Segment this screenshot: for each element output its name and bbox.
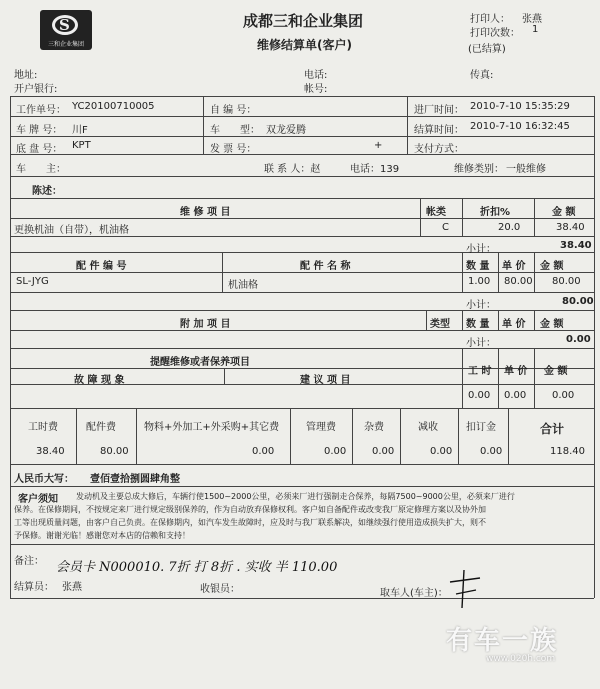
total-deposit-label: 扣订金 xyxy=(466,422,496,433)
settle-time-label: 结算时间： xyxy=(414,125,464,136)
pickup-signature-icon xyxy=(446,568,486,614)
parts-row-price: 80.00 xyxy=(504,276,533,287)
parts-header-amount: 金 额 xyxy=(540,261,564,272)
total-misc-label: 物料+外加工+外采购+其它费 xyxy=(144,422,280,433)
total-parts: 80.00 xyxy=(100,446,129,457)
parts-subtotal: 80.00 xyxy=(562,296,594,307)
notice-line-4: 予保修。谢谢光临！感谢您对本店的信赖和支持！ xyxy=(14,531,190,540)
watermark-brand: 有车一族 xyxy=(446,626,559,656)
capital-value: 壹佰壹拾捌圆肆角整 xyxy=(90,474,180,485)
repair-type-value: 一般维修 xyxy=(506,164,546,175)
extra-header-amount: 金 额 xyxy=(540,319,564,330)
total-other-label: 杂费 xyxy=(364,422,384,433)
repair-row-item: 更换机油（自带），机油格 xyxy=(14,225,129,236)
reminder-suggestion: 建 议 项 目 xyxy=(300,375,351,386)
parts-row-code: SL-JYG xyxy=(16,276,49,287)
watermark-url: www.020h.com xyxy=(486,654,556,664)
model-value: 双龙爱腾 xyxy=(266,125,306,136)
parts-header-qty: 数 量 xyxy=(466,261,490,272)
notice-line-2: 保养。在保修期间，不按规定来厂进行规定级别保养的，作为自动放弃保修权利。客户如自备配件或改变我厂原定修理方案以及协外加 xyxy=(14,505,486,514)
print-count-label: 打印次数： xyxy=(470,28,520,39)
payment-label: 支付方式： xyxy=(414,144,464,155)
parts-row-name: 机油格 xyxy=(228,280,258,291)
entry-time-label: 进厂时间： xyxy=(414,105,464,116)
company-title: 成都三和企业集团 xyxy=(243,12,364,30)
extra-header-price: 单 价 xyxy=(502,319,526,330)
bank-label: 开户银行: xyxy=(14,84,58,95)
plate-value: 川F xyxy=(72,125,88,136)
repair-header-amount: 金 额 xyxy=(552,207,576,218)
notice-line-1: 发动机及主要总成大修后，车辆行使1500~2000公里，必须来厂进行强制走合保养，每隔7500~9000公里，必须来厂进行 xyxy=(76,492,515,501)
total-mgmt: 0.00 xyxy=(324,446,347,457)
printer-value: 张燕 xyxy=(522,14,542,25)
total-other: 0.00 xyxy=(372,446,395,457)
total-labor-label: 工时费 xyxy=(28,422,58,433)
total-sum: 118.40 xyxy=(550,446,585,457)
total-sum-label: 合计 xyxy=(540,422,565,436)
remarks-label: 备注： xyxy=(14,556,44,567)
reminder-hours: 工 时 xyxy=(468,366,492,377)
contact-label: 联 系 人：赵 xyxy=(264,164,321,175)
extra-subtotal: 0.00 xyxy=(566,334,591,345)
repair-header-discount: 折扣% xyxy=(480,207,511,218)
total-parts-label: 配件费 xyxy=(86,422,116,433)
parts-row-amount: 80.00 xyxy=(552,276,581,287)
reminder-amount: 金 额 xyxy=(544,366,568,377)
parts-header-code: 配 件 编 号 xyxy=(76,261,127,272)
logo-s-icon: S xyxy=(59,16,70,34)
cashier-label: 结算员： xyxy=(14,582,54,593)
entry-time-value: 2010-7-10 15:35:29 xyxy=(470,101,570,112)
account-label: 帐号: xyxy=(304,84,328,95)
statement-label: 陈述： xyxy=(32,186,62,197)
phone-label: 电话: xyxy=(304,70,328,81)
pickup-label: 取车人(车主)： xyxy=(380,588,448,599)
repair-row-discount: 20.0 xyxy=(498,222,521,233)
phone2-label: 电话：139 xyxy=(350,164,400,175)
remarks-handwriting: 会员卡 N000010. 7折 打 8折 . 实收 半 110.00 xyxy=(56,560,338,575)
invoice-label: 发 票 号： xyxy=(210,144,257,155)
total-misc: 0.00 xyxy=(252,446,275,457)
reminder-hours-value: 0.00 xyxy=(468,390,491,401)
model-label: 车 型： xyxy=(210,125,260,136)
extra-header-item: 附 加 项 目 xyxy=(180,319,231,330)
work-no-value: YC20100710005 xyxy=(72,101,155,112)
notice-line-3: 工等出现质量问题，由客户自己负责。在保修期内，如汽车发生故障时，应及时与我厂联系解决，如继续强行使用造成损失扩大，则不 xyxy=(14,518,486,527)
logo-caption: 三和企业集团 xyxy=(47,41,84,48)
extra-subtotal-label: 小计： xyxy=(466,338,496,349)
total-mgmt-label: 管理费 xyxy=(306,422,336,433)
reminder-price-value: 0.00 xyxy=(504,390,527,401)
parts-subtotal-label: 小计： xyxy=(466,300,496,311)
chassis-label: 底 盘 号： xyxy=(16,144,63,155)
owner-label: 车 主： xyxy=(16,164,66,175)
repair-header-item: 维 修 项 目 xyxy=(180,207,231,218)
repair-header-category: 帐类 xyxy=(426,207,446,218)
repair-subtotal-label: 小计： xyxy=(466,244,496,255)
total-labor: 38.40 xyxy=(36,446,65,457)
capital-label: 人民币大写： xyxy=(14,474,74,485)
extra-header-type: 类型 xyxy=(430,319,450,330)
total-discount-label: 减收 xyxy=(418,422,438,433)
total-discount: 0.00 xyxy=(430,446,453,457)
work-no-label: 工作单号： xyxy=(16,105,66,116)
company-logo xyxy=(40,10,92,50)
self-no-label: 自 编 号： xyxy=(210,105,257,116)
document-subtitle: 维修结算单(客户) xyxy=(257,38,352,52)
parts-row-qty: 1.00 xyxy=(468,276,491,287)
receiver-label: 收银员： xyxy=(200,584,240,595)
chassis-value: KPT xyxy=(72,140,91,151)
reminder-amount-value: 0.00 xyxy=(552,390,575,401)
settle-time-value: 2010-7-10 16:32:45 xyxy=(470,121,570,132)
repair-type-label: 维修类别： xyxy=(454,164,504,175)
printer-label: 打印人： xyxy=(470,14,510,25)
reminder-price: 单 价 xyxy=(504,366,528,377)
reminder-phenomenon: 故 障 现 象 xyxy=(74,375,125,386)
total-deposit: 0.00 xyxy=(480,446,503,457)
fax-label: 传真: xyxy=(470,70,494,81)
notice-title: 客户须知 xyxy=(18,494,58,505)
repair-subtotal: 38.40 xyxy=(560,240,592,251)
extra-header-qty: 数 量 xyxy=(466,319,490,330)
parts-header-name: 配 件 名 称 xyxy=(300,261,351,272)
address-label: 地址: xyxy=(14,70,38,81)
plus-mark: + xyxy=(374,140,383,151)
cashier-value: 张燕 xyxy=(62,582,82,593)
plate-label: 车 牌 号： xyxy=(16,125,63,136)
status-badge: (已结算) xyxy=(468,44,506,55)
repair-row-amount: 38.40 xyxy=(556,222,585,233)
reminder-title: 提醒维修或者保养项目 xyxy=(150,357,250,368)
repair-row-category: C xyxy=(442,222,449,233)
print-count-value: 1 xyxy=(532,24,539,35)
parts-header-price: 单 价 xyxy=(502,261,526,272)
